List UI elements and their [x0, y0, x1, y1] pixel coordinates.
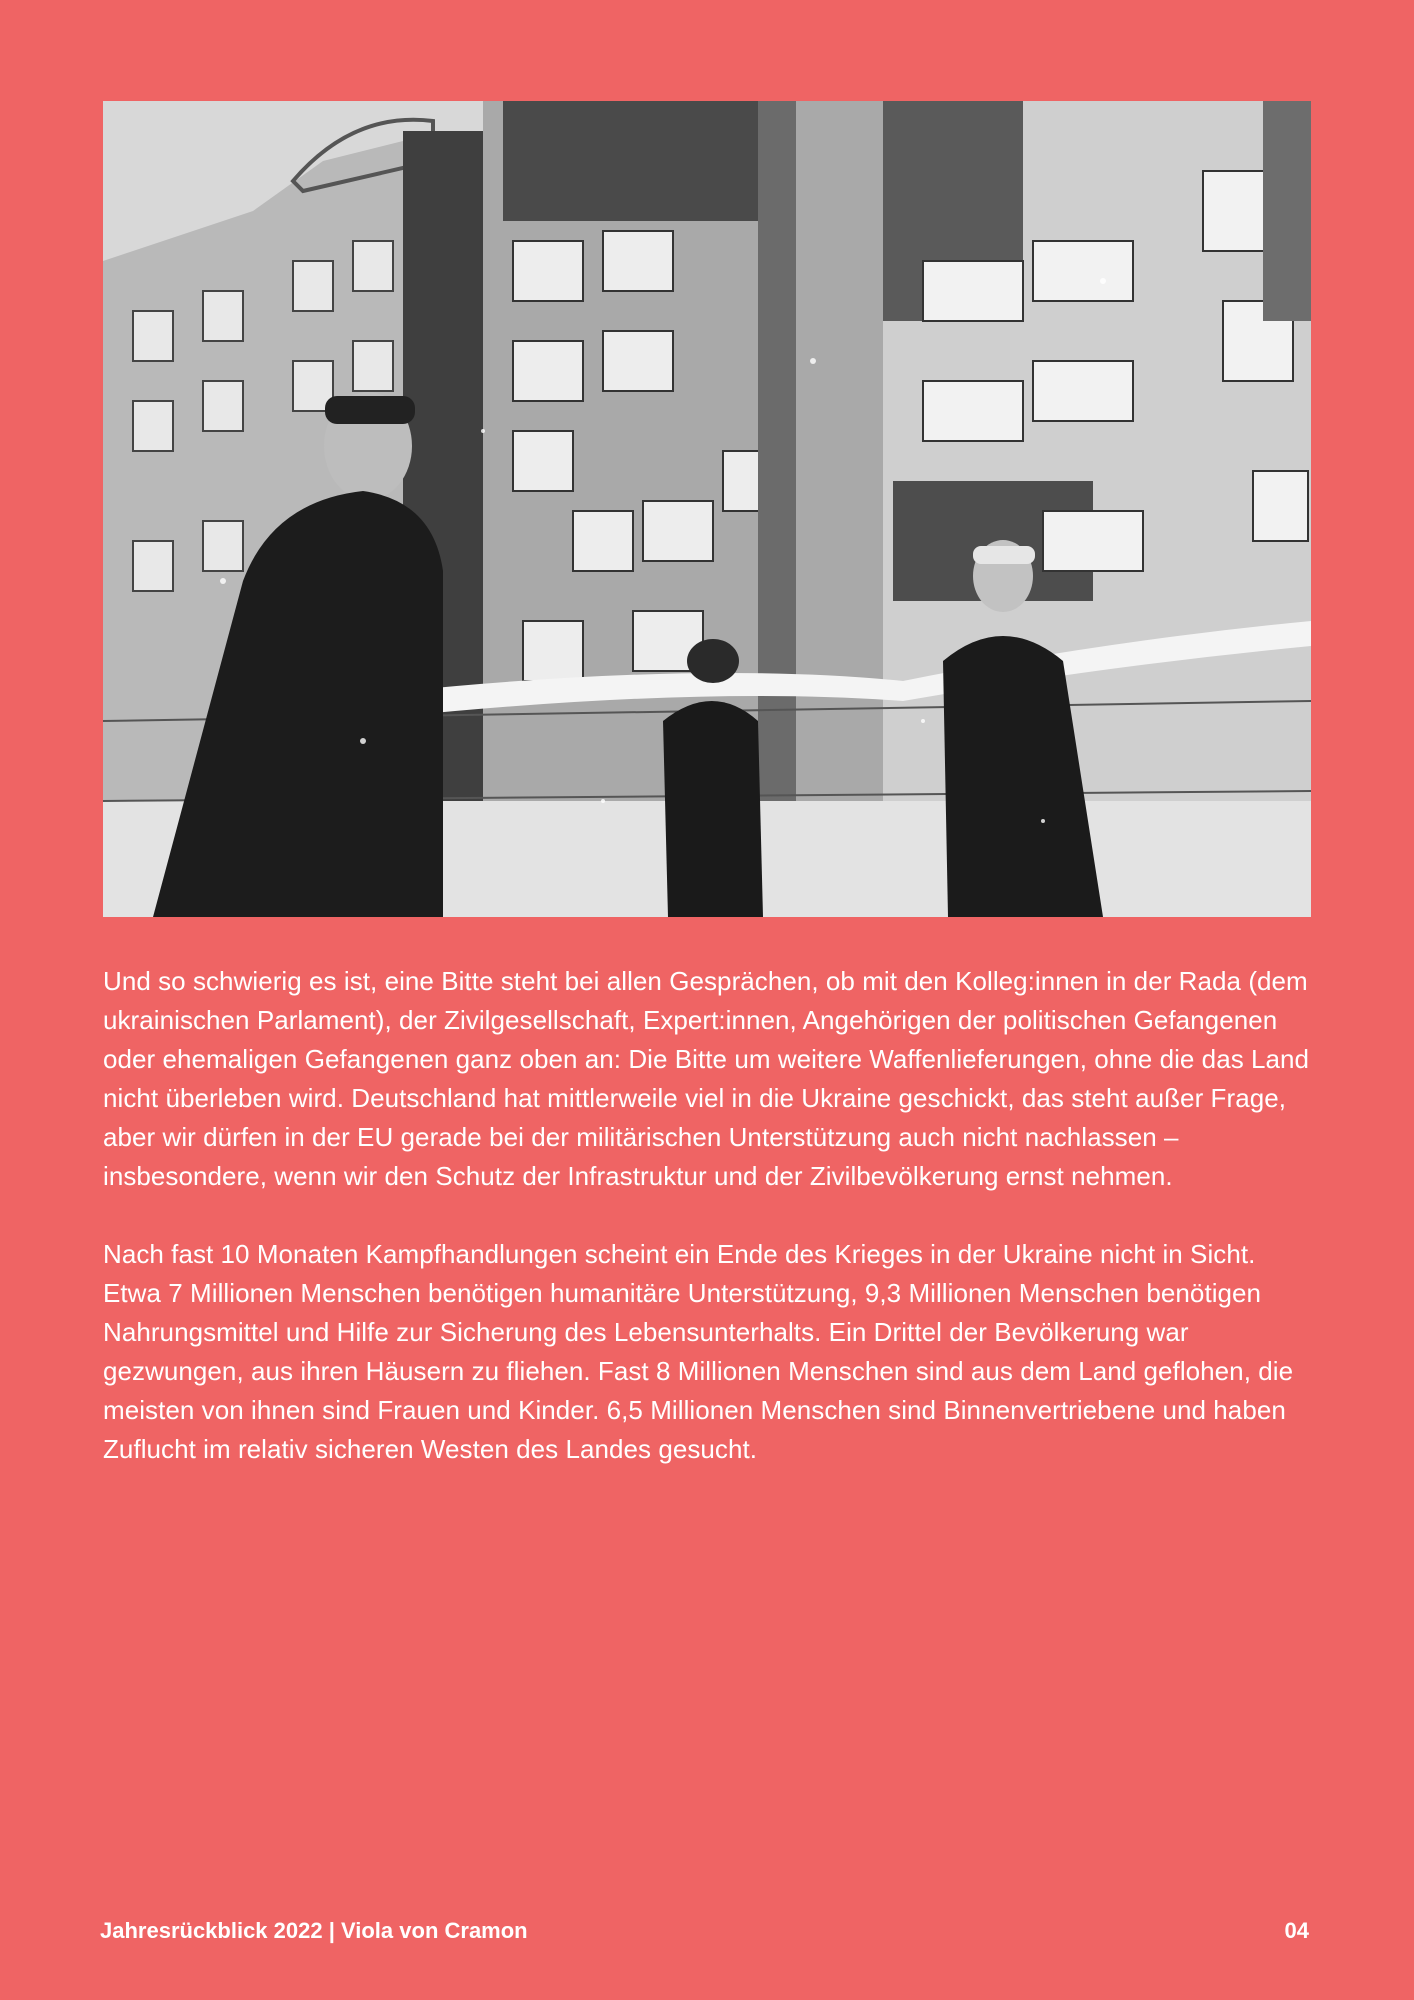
paragraph-1: Und so schwierig es ist, eine Bitte steht bei allen Gesprächen, ob mit den Kolleg:innen in der Rada (dem ukrainischen Parlament), der Zivilgesellschaft, Expert:innen, Angehörigen der politischen Gefangenen oder ehemaligen Gefangenen ganz oben an: Die Bitte um weitere Waffenlieferungen, ohne die das Land nicht überleben wird. Deutschland hat mittlerweile viel in die Ukraine geschickt, das steht außer Frage, aber wir dürfen in der EU gerade bei der militärischen Unterstützung auch nicht nachlassen – insbesondere, wenn wir den Schutz der Infrastruktur und der Zivilbevölkerung ernst nehmen. [103, 966, 1310, 1191]
page-footer [100, 1918, 1309, 1944]
body-text [103, 962, 1311, 1508]
page-number: 04 [1284, 1918, 1309, 1943]
footer-title: Jahresrückblick 2022 | Viola von Cramon [100, 1918, 528, 1943]
photo-illustration [103, 101, 1311, 917]
paragraph-2: Nach fast 10 Monaten Kampfhandlungen scheint ein Ende des Krieges in der Ukraine nicht in Sicht. Etwa 7 Millionen Menschen benötigen humanitäre Unterstützung, 9,3 Millionen Menschen benötigen Nahrungsmittel und Hilfe zur Sicherung des Lebensunterhalts. Ein Drittel der Bevölkerung war gezwungen, aus ihren Häusern zu fliehen. Fast 8 Millionen Menschen sind aus dem Land geflohen, die meisten von ihnen sind Frauen und Kinder. 6,5 Millionen Menschen sind Binnenvertriebene und haben Zuflucht im relativ sicheren Westen des Landes gesucht. [103, 1239, 1294, 1464]
hero-photo [103, 101, 1311, 917]
